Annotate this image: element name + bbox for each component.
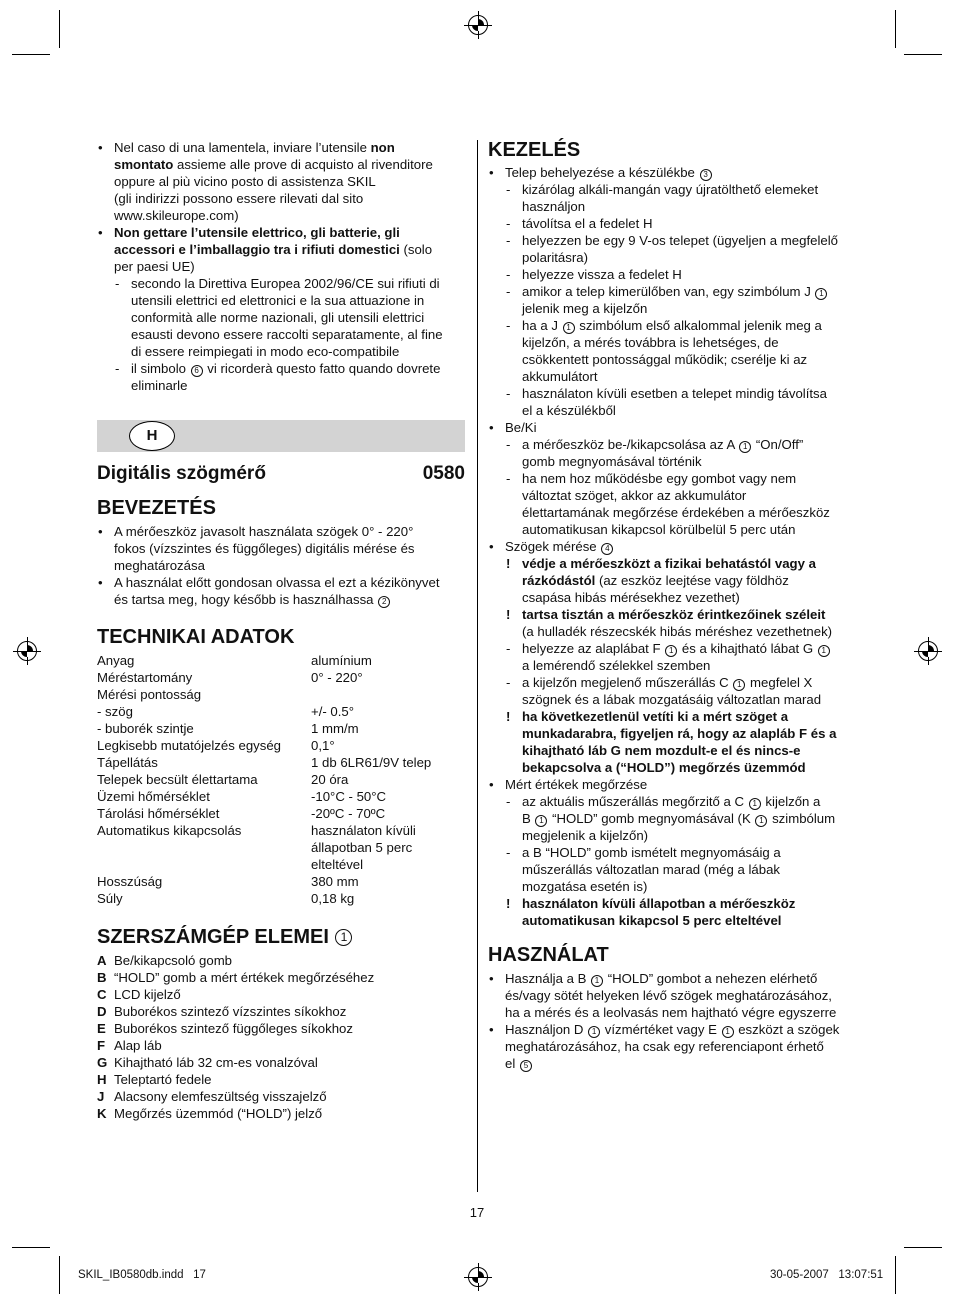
spec-value: használaton kívüli állapotban 5 perc elteltével [311, 823, 416, 872]
figure-ref-1: 1 [588, 1026, 600, 1038]
registration-mark-icon [17, 641, 37, 661]
spec-row [97, 686, 461, 703]
spec-row [97, 805, 461, 822]
crop-mark [904, 1247, 942, 1248]
spec-row [97, 890, 461, 907]
part-description: Buborékos szintező függőleges síkokhoz [114, 1021, 353, 1036]
kezeles-heading: KEZELÉS [488, 139, 581, 161]
warning-2: ! tartsa tisztán a mérőeszköz érintkezőinek széleit (a hulladék részecskék hibás méréshez vezethetnek) [488, 606, 863, 640]
spec-label: Tárolási hőmérséklet [97, 806, 220, 821]
dash-directive: - secondo la Direttiva Europea 2002/96/CE sui rifiuti di utensili elettrici ed elettronici e la sua attuazione in conformità alle norme nazionali, gli utensili elettrici esausti devono essere raccolti separatamente, al fine di essere reimpiegati in modo eco-compatibile [97, 275, 469, 360]
dash-battery-7: - használaton kívüli esetben a telepet mindig távolítsa el a készülékből [488, 385, 863, 419]
figure-ref-6: 6 [191, 365, 203, 377]
bullet-use-1: • Használja a B 1 “HOLD” gombot a nehezen elérhető és/vagy sötét helyeken lévő szögek meghatározásához, ha a mérés és a leolvasás nem hajtható végre egyszerre [488, 970, 863, 1021]
figure-ref-1: 1 [755, 815, 767, 827]
spec-label: Méréstartomány [97, 670, 193, 685]
spec-row [97, 788, 461, 805]
spec-row [97, 703, 461, 720]
page-number: 17 [469, 1205, 485, 1220]
spec-row [97, 873, 461, 890]
column-divider [477, 140, 478, 1192]
part-letter: B [97, 970, 107, 985]
specs-heading: TECHNIKAI ADATOK [97, 626, 295, 648]
spec-label: Hosszúság [97, 874, 163, 889]
parts-list [97, 952, 469, 1122]
bullet-battery: • Telep behelyezése a készülékbe 3 [488, 164, 863, 181]
figure-ref-1: 1 [665, 645, 677, 657]
footer-timestamp: 30-05-2007 13:07:51 [770, 1269, 884, 1281]
dash-battery-6: - ha a J 1 szimbólum első alkalommal jelenik meg a kijelzőn, a mérés továbbra is lehetséges, de csökkentett pontossággal működik; cserélje ki az akkumulátort [488, 317, 863, 385]
parts-heading: SZERSZÁMGÉP ELEMEI 1 [97, 925, 469, 949]
part-description: Teleptartó fedele [114, 1072, 212, 1087]
part-letter: D [97, 1004, 107, 1019]
product-name: Digitális szögmérő [97, 463, 266, 484]
bullet-measure: • Szögek mérése 4 [488, 538, 863, 555]
right-column [488, 138, 863, 1072]
dash-onoff-2: - ha nem hoz működésbe egy gombot vagy nem változtat szöget, akkor az akkumulátor élettartamának megőrzése érdekében a mérőeszköz automatikusan kikapcsol körülbelül 5 perc után [488, 470, 863, 538]
part-description: “HOLD” gomb a mért értékek megőrzéséhez [114, 970, 375, 985]
dash-measure-1: - helyezze az alaplábat F 1 és a kihajtható lábat G 1 a lemérendő szélekkel szemben [488, 640, 863, 674]
spec-row [97, 737, 461, 754]
figure-ref-1: 1 [335, 929, 352, 946]
part-letter: C [97, 987, 107, 1002]
registration-mark-icon [468, 15, 488, 35]
intro-section [97, 496, 469, 608]
part-letter: K [97, 1106, 107, 1121]
part-description: Alap láb [114, 1038, 162, 1053]
spec-value: +/- 0.5° [311, 704, 355, 719]
crop-mark [12, 1247, 50, 1248]
spec-value: 20 óra [311, 772, 349, 787]
part-letter: J [97, 1089, 105, 1104]
crop-mark [59, 1256, 60, 1294]
spec-label: - buborék szintje [97, 721, 194, 736]
intro-heading: BEVEZETÉS [97, 497, 216, 519]
spec-row [97, 669, 461, 686]
warning-3: ! ha következetlenül vetíti ki a mért szöget a munkadarabra, figyeljen rá, hogy az alapláb F és a kihajtható láb G nem mozdult-e el és nincs-e bekapcsolva a (“HOLD”) megőrzés üzemmód [488, 708, 863, 776]
figure-ref-1: 1 [591, 975, 603, 987]
crop-mark [904, 54, 942, 55]
figure-ref-1: 1 [818, 645, 830, 657]
hasznalat-heading: HASZNÁLAT [488, 944, 609, 966]
spec-value: 0,1° [311, 738, 335, 753]
spec-row [97, 720, 461, 737]
warning-4: ! használaton kívüli állapotban a mérőeszköz automatikusan kikapcsol 5 perc elteltével [488, 895, 863, 929]
figure-ref-1: 1 [733, 679, 745, 691]
part-letter: A [97, 953, 107, 968]
figure-ref-4: 4 [601, 543, 613, 555]
spec-value: alumínium [311, 653, 372, 668]
spec-value: 1 db 6LR61/9V telep [311, 755, 432, 770]
figure-ref-1: 1 [722, 1026, 734, 1038]
spec-value: 380 mm [311, 874, 359, 889]
part-letter: E [97, 1021, 106, 1036]
part-letter: H [97, 1072, 107, 1087]
spec-row [97, 754, 461, 771]
product-title [97, 462, 465, 486]
parts-section [97, 925, 469, 1122]
spec-row [97, 652, 461, 669]
dash-battery-4: - helyezze vissza a fedelet H [488, 266, 863, 283]
spec-value: 1 mm/m [311, 721, 359, 736]
dash-onoff-1: - a mérőeszköz be-/kikapcsolása az A 1 “On/Off” gomb megnyomásával történik [488, 436, 863, 470]
registration-mark-icon [918, 641, 938, 661]
part-description: LCD kijelző [114, 987, 181, 1002]
part-description: Kihajtható láb 32 cm-es vonalzóval [114, 1055, 318, 1070]
language-badge: H [129, 421, 175, 451]
bullet-onoff: • Be/Ki [488, 419, 863, 436]
registration-mark-icon [468, 1267, 488, 1287]
crop-mark [895, 10, 896, 48]
spec-row [97, 771, 461, 788]
spec-label: Legkisebb mutatójelzés egység [97, 738, 282, 753]
part-description: Be/kikapcsoló gomb [114, 953, 233, 968]
dash-battery-1: - kizárólag alkáli-mangán vagy újratölthető elemeket használjon [488, 181, 863, 215]
spec-label: Tápellátás [97, 755, 158, 770]
spec-value [311, 686, 461, 703]
spec-value: -20ºC - 70ºC [311, 806, 386, 821]
figure-ref-1: 1 [815, 288, 827, 300]
part-description: Alacsony elemfeszültség visszajelző [114, 1089, 327, 1104]
part-description: Megőrzés üzemmód (“HOLD”) jelző [114, 1106, 323, 1121]
intro-bullet-2: • A használat előtt gondosan olvassa el ezt a kézikönyvet és tartsa meg, hogy később is használhassa 2 [97, 574, 469, 608]
part-letter: G [97, 1055, 108, 1070]
spec-value: 0° - 220° [311, 670, 363, 685]
part-letter: F [97, 1038, 106, 1053]
figure-ref-2: 2 [378, 596, 390, 608]
part-description: Buborékos szintező vízszintes síkokhoz [114, 1004, 347, 1019]
bullet-complaint: • Nel caso di una lamentela, inviare l’utensile non smontato assieme alle prove di acquisto al rivenditore oppure al più vicino posto di assistenza SKIL (gli indirizzi possono essere rilevati dal sito www.skileurope.com) [97, 139, 469, 224]
dash-battery-3: - helyezzen be egy 9 V-os telepet (ügyeljen a megfelelő polaritásra) [488, 232, 863, 266]
figure-ref-3: 3 [700, 169, 712, 181]
warning-1: ! védje a mérőeszközt a fizikai behatástól vagy a rázkódástól (az eszköz leejtése vagy földhöz csapása hibás mérésekhez vezethet) [488, 555, 863, 606]
footer-filename: SKIL_IB0580db.indd 17 [78, 1269, 206, 1281]
spec-label: Anyag [97, 653, 135, 668]
intro-bullet-1: • A mérőeszköz javasolt használata szögek 0° - 220° fokos (vízszintes és függőleges) digitális mérése és meghatározása [97, 523, 469, 574]
figure-ref-1: 1 [563, 322, 575, 334]
spec-label: Mérési pontosság [97, 687, 202, 702]
spec-label: Súly [97, 891, 123, 906]
dash-hold-1: - az aktuális műszerállás megőrzitő a C 1 kijelzőn a B 1 “HOLD” gomb megnyomásával (K 1 szimbólum megjelenik a kijelzőn) [488, 793, 863, 844]
crop-mark [59, 10, 60, 48]
bullet-use-2: • Használjon D 1 vízmértéket vagy E 1 eszközt a szögek meghatározásához, ha csak egy referenciapont érhető el 5 [488, 1021, 863, 1072]
crop-mark [12, 54, 50, 55]
figure-ref-1: 1 [739, 441, 751, 453]
spec-label: Automatikus kikapcsolás [97, 823, 242, 838]
specs-section [97, 625, 469, 907]
spec-label: Üzemi hőmérséklet [97, 789, 210, 804]
spec-value: 0,18 kg [311, 891, 355, 906]
figure-ref-1: 1 [535, 815, 547, 827]
bullet-disposal: • Non gettare l’utensile elettrico, gli batterie, gli accessori e l’imballaggio tra i rifiuti domestici (solo per paesi UE) [97, 224, 469, 275]
crop-mark [895, 1256, 896, 1294]
figure-ref-5: 5 [520, 1060, 532, 1072]
bullet-hold: • Mért értékek megőrzése [488, 776, 863, 793]
dash-symbol: - il simbolo 6 vi ricorderà questo fatto quando dovrete eliminarle [97, 360, 469, 394]
dash-measure-2: - a kijelzőn megjelenő műszerállás C 1 megfelel X szögnek és a lábak mozgatásáig változatlan marad [488, 674, 863, 708]
spec-label: Telepek becsült élettartama [97, 772, 258, 787]
product-number: 0580 [422, 463, 465, 484]
dash-battery-5: - amikor a telep kimerülőben van, egy szimbólum J 1 jelenik meg a kijelzőn [488, 283, 863, 317]
spec-row [97, 822, 461, 873]
dash-hold-2: - a B “HOLD” gomb ismételt megnyomásáig a műszerállás változatlan marad (még a lábak mozgatása esetén is) [488, 844, 863, 895]
left-column-top [97, 139, 469, 394]
spec-value: -10°C - 50°C [311, 789, 387, 804]
dash-battery-2: - távolítsa el a fedelet H [488, 215, 863, 232]
figure-ref-1: 1 [749, 798, 761, 810]
spec-label: - szög [97, 704, 133, 719]
specs-table [97, 652, 461, 907]
